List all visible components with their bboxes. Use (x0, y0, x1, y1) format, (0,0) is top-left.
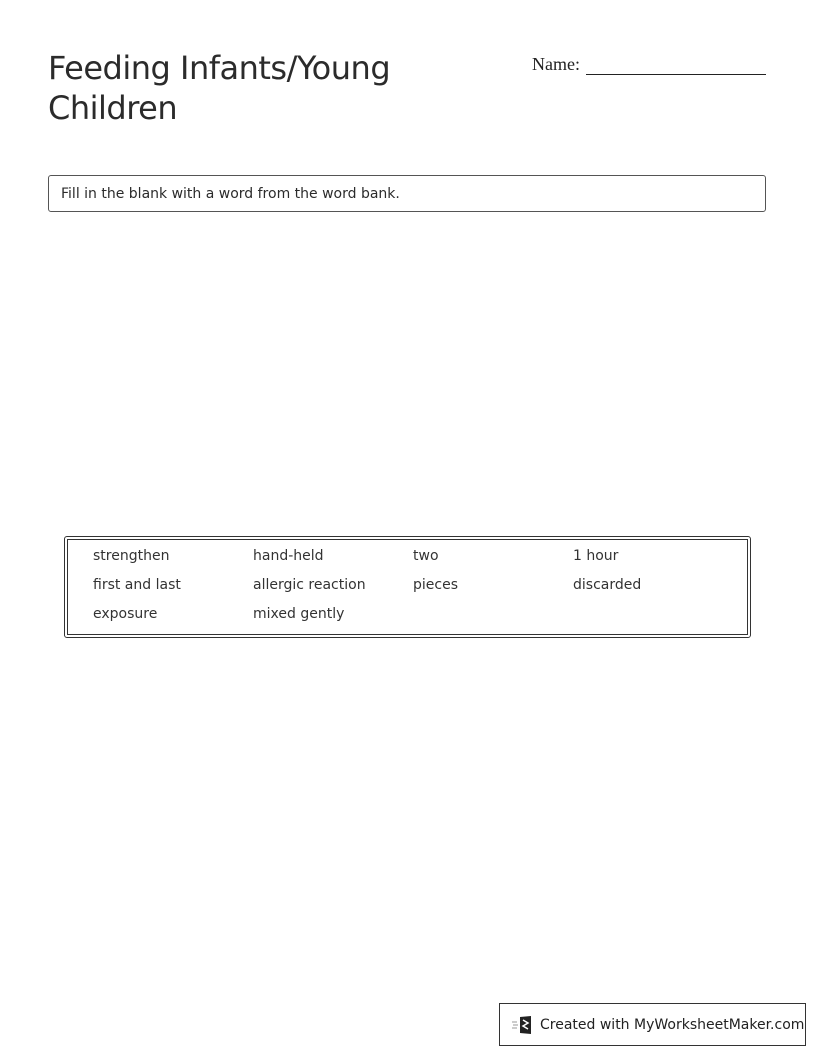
word-bank-grid (93, 548, 733, 635)
worksheet-title: Feeding Infants/Young Children (48, 49, 391, 127)
word-bank-item: discarded (573, 577, 642, 593)
word-bank-item: mixed gently (253, 606, 345, 622)
footer-credit[interactable] (499, 1003, 806, 1046)
word-bank-item: hand-held (253, 548, 324, 564)
word-bank-item: two (413, 548, 439, 564)
footer-text: Created with MyWorksheetMaker.com (540, 1016, 805, 1033)
word-bank (64, 536, 751, 638)
name-field-area (532, 52, 766, 75)
word-bank-item: exposure (93, 606, 158, 622)
name-label: Name: (532, 54, 580, 74)
worksheet-maker-logo-icon (512, 1015, 534, 1035)
word-bank-item: 1 hour (573, 548, 619, 564)
word-bank-item: first and last (93, 577, 181, 593)
name-blank-line[interactable] (586, 52, 766, 75)
word-bank-item: allergic reaction (253, 577, 366, 593)
word-bank-item: pieces (413, 577, 458, 593)
instructions-box (48, 175, 766, 212)
word-bank-item: strengthen (93, 548, 170, 564)
instructions-text: Fill in the blank with a word from the word bank. (61, 186, 400, 202)
